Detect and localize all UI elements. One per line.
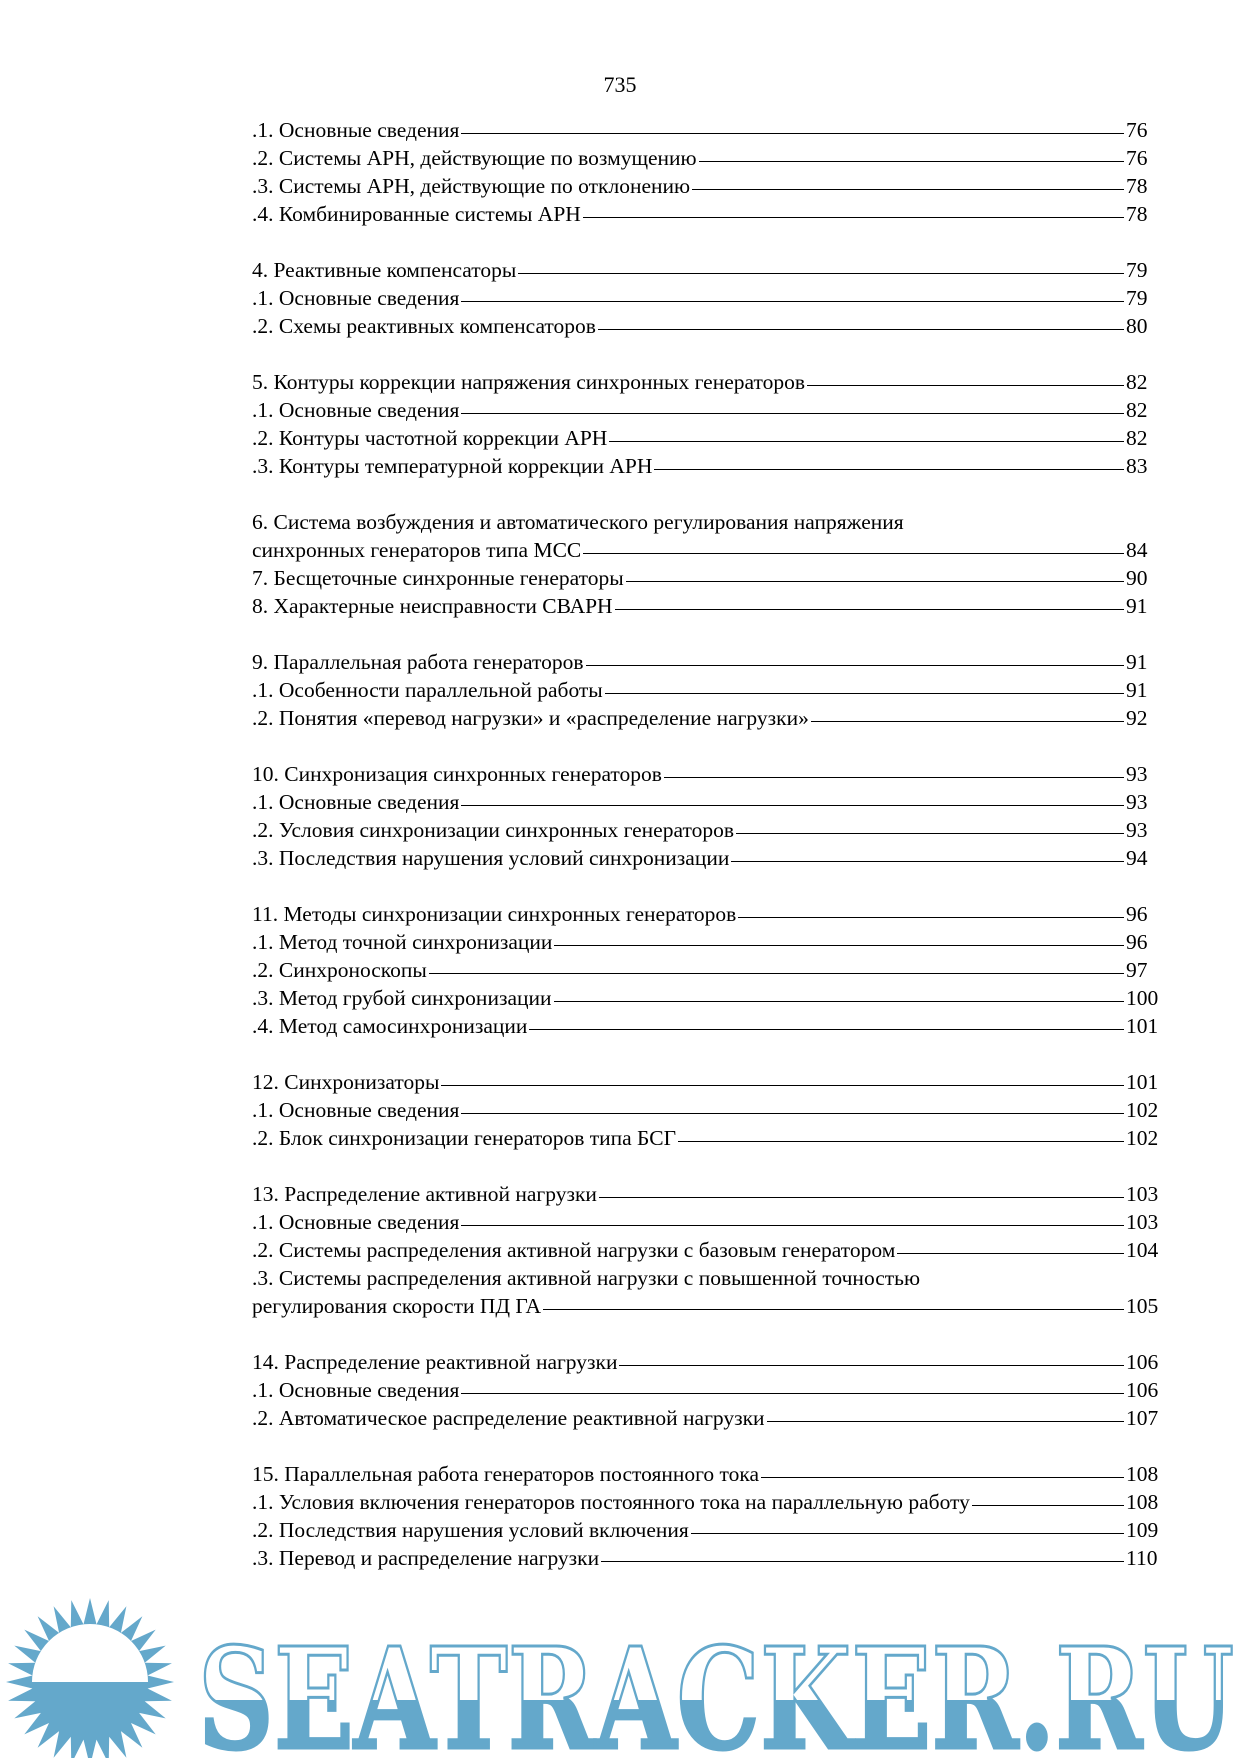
leader-line <box>691 1533 1124 1534</box>
toc-page-number: 103 <box>1126 1182 1159 1206</box>
toc-page-number: 96 <box>1126 930 1148 954</box>
toc-entry-title: 13. Распределение активной нагрузки <box>252 1182 597 1206</box>
toc-entry[interactable] <box>252 900 1162 928</box>
toc-entry-title: .2. Системы АРН, действующие по возмущению <box>252 146 697 170</box>
group-spacer <box>252 228 1162 256</box>
toc-page-number: 90 <box>1126 566 1148 590</box>
leader-line <box>461 1113 1124 1114</box>
toc-entry[interactable] <box>252 172 1162 200</box>
leader-line <box>543 1309 1124 1310</box>
toc-entry[interactable] <box>252 928 1162 956</box>
toc-page-number: 76 <box>1126 146 1148 170</box>
toc-entry[interactable] <box>252 116 1162 144</box>
leader-line <box>609 441 1124 442</box>
leader-line <box>972 1505 1124 1506</box>
toc-entry[interactable] <box>252 1376 1162 1404</box>
toc-page-number: 100 <box>1126 986 1159 1010</box>
toc-entry-title: .1. Основные сведения <box>252 1098 460 1122</box>
toc-page-number: 96 <box>1126 902 1148 926</box>
leader-line <box>441 1085 1124 1086</box>
toc-entry-title: .2. Контуры частотной коррекции АРН <box>252 426 608 450</box>
toc-page-number: 91 <box>1126 678 1148 702</box>
watermark-text: SEATRACKER.RU <box>198 1618 1234 1758</box>
toc-page-number: 93 <box>1126 818 1148 842</box>
toc-page-number: 93 <box>1126 762 1148 786</box>
toc-entry[interactable] <box>252 788 1162 816</box>
leader-line <box>731 861 1124 862</box>
toc-page-number: 106 <box>1126 1378 1159 1402</box>
toc-entry-title: .1. Основные сведения <box>252 118 460 142</box>
toc-entry-title: .1. Основные сведения <box>252 286 460 310</box>
toc-entry-title: .3. Контуры температурной коррекции АРН <box>252 454 653 478</box>
toc-entry[interactable] <box>252 648 1162 676</box>
leader-line <box>615 609 1124 610</box>
toc-entry[interactable] <box>252 760 1162 788</box>
toc-page-number: 93 <box>1126 790 1148 814</box>
toc-entry[interactable] <box>252 1348 1162 1376</box>
leader-line <box>601 1561 1124 1562</box>
toc-page-number: 82 <box>1126 370 1148 394</box>
leader-line <box>767 1421 1124 1422</box>
toc-entry-title: 4. Реактивные компенсаторы <box>252 258 517 282</box>
toc-entry-title: .2. Блок синхронизации генераторов типа БСГ <box>252 1126 677 1150</box>
toc-page-number: 104 <box>1126 1238 1159 1262</box>
toc-page-number: 91 <box>1126 594 1148 618</box>
toc-entry-title: .2. Последствия нарушения условий включения <box>252 1518 689 1542</box>
toc-entry-title: .1. Основные сведения <box>252 1210 460 1234</box>
toc-entry[interactable] <box>252 704 1162 732</box>
toc-page-number: 108 <box>1126 1462 1159 1486</box>
toc-entry[interactable] <box>252 1208 1162 1236</box>
toc-entry-title: синхронных генераторов типа МСС <box>252 538 582 562</box>
group-spacer <box>252 1040 1162 1068</box>
toc-entry[interactable] <box>252 1068 1162 1096</box>
toc-page-number: 109 <box>1126 1518 1159 1542</box>
toc-entry[interactable] <box>252 1096 1162 1124</box>
toc-page-number: 97 <box>1126 958 1148 982</box>
toc-entry-title: .2. Схемы реактивных компенсаторов <box>252 314 596 338</box>
leader-line <box>761 1477 1124 1478</box>
toc-entry[interactable] <box>252 1488 1162 1516</box>
leader-line <box>692 189 1124 190</box>
leader-line <box>599 1197 1124 1198</box>
toc-entry-title: 5. Контуры коррекции напряжения синхронных генераторов <box>252 370 806 394</box>
toc-page-number: 110 <box>1126 1546 1158 1570</box>
toc-page-number: 106 <box>1126 1350 1159 1374</box>
group-spacer <box>252 732 1162 760</box>
toc-page-number: 79 <box>1126 286 1148 310</box>
leader-line <box>529 1029 1124 1030</box>
page-number: 735 <box>603 72 637 97</box>
table-of-contents <box>252 116 1162 1572</box>
group-spacer <box>252 480 1162 508</box>
toc-page-number: 94 <box>1126 846 1148 870</box>
toc-entry-title: .3. Последствия нарушения условий синхронизации <box>252 846 730 870</box>
toc-entry[interactable] <box>252 312 1162 340</box>
toc-entry[interactable] <box>252 424 1162 452</box>
group-spacer <box>252 872 1162 900</box>
seatracker-watermark <box>0 1598 1240 1758</box>
leader-line <box>626 581 1124 582</box>
toc-entry-line <box>252 1264 1162 1292</box>
leader-line <box>554 1001 1125 1002</box>
toc-entry-title: 12. Синхронизаторы <box>252 1070 440 1094</box>
toc-entry-title: .1. Условия включения генераторов постоянного тока на параллельную работу <box>252 1490 970 1514</box>
toc-entry-title: регулирования скорости ПД ГА <box>252 1294 542 1318</box>
leader-line <box>654 469 1124 470</box>
toc-page-number: 103 <box>1126 1210 1159 1234</box>
leader-line <box>897 1253 1124 1254</box>
toc-entry-title: .4. Комбинированные системы АРН <box>252 202 581 226</box>
toc-entry-title: 7. Бесщеточные синхронные генераторы <box>252 566 624 590</box>
leader-line <box>598 329 1124 330</box>
group-spacer <box>252 340 1162 368</box>
toc-page-number: 92 <box>1126 706 1148 730</box>
leader-line <box>583 217 1124 218</box>
leader-line <box>461 133 1124 134</box>
toc-entry[interactable] <box>252 1292 1162 1320</box>
toc-entry[interactable] <box>252 1236 1162 1264</box>
toc-entry-line <box>252 508 1162 536</box>
leader-line <box>429 973 1124 974</box>
toc-entry[interactable] <box>252 368 1162 396</box>
toc-entry[interactable] <box>252 1012 1162 1040</box>
leader-line <box>699 161 1124 162</box>
toc-entry-title: 15. Параллельная работа генераторов постоянного тока <box>252 1462 760 1486</box>
leader-line <box>518 273 1124 274</box>
leader-line <box>586 665 1124 666</box>
leader-line <box>461 413 1124 414</box>
group-spacer <box>252 1320 1162 1348</box>
toc-entry-title: .3. Системы распределения активной нагрузки с повышенной точностью <box>252 1266 921 1290</box>
toc-entry-title: 8. Характерные неисправности СВАРН <box>252 594 613 618</box>
toc-entry[interactable] <box>252 452 1162 480</box>
toc-page-number: 78 <box>1126 174 1148 198</box>
leader-line <box>583 553 1124 554</box>
toc-entry[interactable] <box>252 816 1162 844</box>
group-spacer <box>252 1152 1162 1180</box>
toc-page-number: 79 <box>1126 258 1148 282</box>
toc-page-number: 105 <box>1126 1294 1159 1318</box>
toc-page-number: 91 <box>1126 650 1148 674</box>
toc-entry-title: .1. Метод точной синхронизации <box>252 930 553 954</box>
toc-entry[interactable] <box>252 1124 1162 1152</box>
leader-line <box>554 945 1124 946</box>
toc-entry[interactable] <box>252 592 1162 620</box>
toc-page-number: 101 <box>1126 1070 1159 1094</box>
toc-entry-title: 14. Распределение реактивной нагрузки <box>252 1350 618 1374</box>
toc-entry-title: .3. Перевод и распределение нагрузки <box>252 1546 600 1570</box>
leader-line <box>807 385 1124 386</box>
leader-line <box>738 917 1124 918</box>
group-spacer <box>252 620 1162 648</box>
toc-page-number: 108 <box>1126 1490 1159 1514</box>
toc-entry-title: 11. Методы синхронизации синхронных генераторов <box>252 902 737 926</box>
toc-page-number: 102 <box>1126 1098 1159 1122</box>
toc-entry[interactable] <box>252 844 1162 872</box>
leader-line <box>619 1365 1124 1366</box>
toc-entry-title: 9. Параллельная работа генераторов <box>252 650 584 674</box>
toc-entry-title: .2. Синхроноскопы <box>252 958 427 982</box>
toc-entry[interactable] <box>252 284 1162 312</box>
toc-entry-title: .1. Основные сведения <box>252 790 460 814</box>
toc-entry-title: 10. Синхронизация синхронных генераторов <box>252 762 662 786</box>
toc-entry-title: .2. Условия синхронизации синхронных генераторов <box>252 818 734 842</box>
toc-page-number: 83 <box>1126 454 1148 478</box>
toc-page-number: 80 <box>1126 314 1148 338</box>
toc-entry-title: .3. Системы АРН, действующие по отклонению <box>252 174 691 198</box>
toc-entry[interactable] <box>252 396 1162 424</box>
toc-entry[interactable] <box>252 536 1162 564</box>
toc-entry-title: .1. Особенности параллельной работы <box>252 678 603 702</box>
toc-entry[interactable] <box>252 1460 1162 1488</box>
toc-entry-title: .4. Метод самосинхронизации <box>252 1014 528 1038</box>
toc-entry-title: .1. Основные сведения <box>252 398 460 422</box>
toc-entry[interactable] <box>252 1404 1162 1432</box>
toc-entry-title: .3. Метод грубой синхронизации <box>252 986 552 1010</box>
toc-page-number: 78 <box>1126 202 1148 226</box>
toc-entry[interactable] <box>252 956 1162 984</box>
toc-entry-title: .2. Понятия «перевод нагрузки» и «распределение нагрузки» <box>252 706 809 730</box>
group-spacer <box>252 1432 1162 1460</box>
toc-page-number: 84 <box>1126 538 1148 562</box>
toc-entry[interactable] <box>252 200 1162 228</box>
leader-line <box>461 805 1124 806</box>
toc-page-number: 107 <box>1126 1406 1159 1430</box>
leader-line <box>736 833 1124 834</box>
toc-entry[interactable] <box>252 564 1162 592</box>
toc-page-number: 102 <box>1126 1126 1159 1150</box>
leader-line <box>461 1225 1124 1226</box>
toc-entry[interactable] <box>252 984 1162 1012</box>
toc-entry[interactable] <box>252 1516 1162 1544</box>
toc-entry[interactable] <box>252 256 1162 284</box>
leader-line <box>678 1141 1124 1142</box>
leader-line <box>461 301 1124 302</box>
leader-line <box>461 1393 1124 1394</box>
toc-entry[interactable] <box>252 676 1162 704</box>
toc-page-number: 82 <box>1126 398 1148 422</box>
toc-page-number: 101 <box>1126 1014 1159 1038</box>
toc-page-number: 76 <box>1126 118 1148 142</box>
sun-logo-icon <box>6 1598 174 1758</box>
toc-page-number: 82 <box>1126 426 1148 450</box>
toc-entry-title: .2. Автоматическое распределение реактивной нагрузки <box>252 1406 765 1430</box>
toc-entry[interactable] <box>252 1180 1162 1208</box>
toc-entry[interactable] <box>252 144 1162 172</box>
leader-line <box>811 721 1124 722</box>
toc-entry-title: .2. Системы распределения активной нагрузки с базовым генератором <box>252 1238 896 1262</box>
leader-line <box>605 693 1124 694</box>
toc-entry-title: .1. Основные сведения <box>252 1378 460 1402</box>
toc-entry-title: 6. Система возбуждения и автоматического регулирования напряжения <box>252 510 904 534</box>
leader-line <box>664 777 1124 778</box>
toc-entry[interactable] <box>252 1544 1162 1572</box>
